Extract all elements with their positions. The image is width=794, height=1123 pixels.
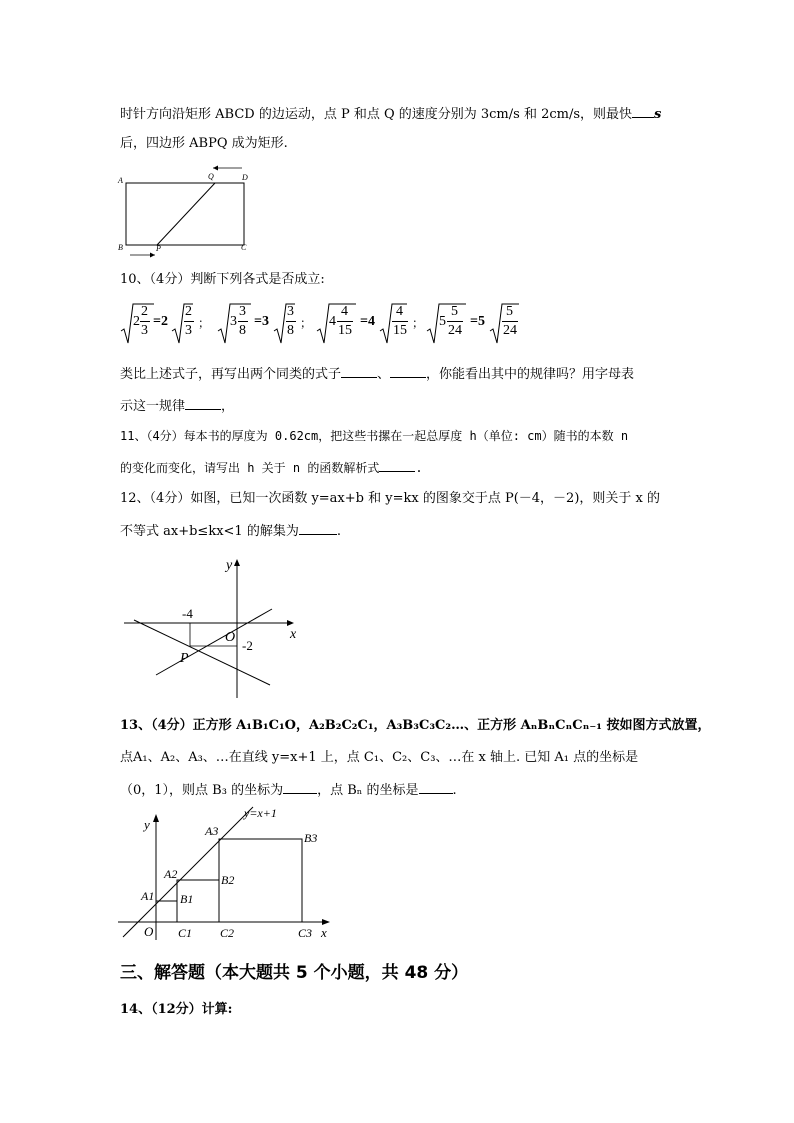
q11-answer-blank[interactable] (379, 457, 415, 472)
section-3-heading: 三、解答题（本大题共 5 个小题，共 48 分） (120, 963, 469, 983)
line-equation-label: y=x+1 (244, 806, 277, 820)
q9-text: 时针方向沿矩形 ABCD 的边运动，点 P 和点 Q 的速度分别为 3cm/s 和 2cm/s，则最快 (120, 107, 633, 122)
f4-num: 5 (451, 304, 458, 319)
f3-rnum: 4 (396, 304, 403, 319)
q10-blank-2[interactable] (390, 363, 426, 378)
point-B3-label: B3 (304, 831, 318, 845)
axis-y-label: y (144, 817, 150, 832)
q9-line-1 (120, 103, 661, 125)
q13-line-3: （0，1），则点 B₃ 的坐标为 ，点 Bₙ 的坐标是 . (120, 779, 457, 801)
q11-line-1: 11、（4分）每本书的厚度为 0.62cm，把这些书摞在一起总厚度 h（单位: cm）随书的本数 n (120, 429, 629, 443)
q9-answer-blank[interactable] (632, 103, 654, 118)
f3-rden: 15 (393, 323, 407, 338)
f3-den: 15 (338, 323, 352, 338)
q14-header: 14、（12分）计算: (120, 1002, 233, 1017)
q13-line-1: 13、（4分）正方形 A₁B₁C₁O，A₂B₂C₂C₁，A₃B₃C₃C₂…、正方形 AₙBₙCₙCₙ₋₁ 按如图方式放置， (120, 718, 711, 733)
f1-rden: 3 (185, 323, 192, 338)
point-A2-label: A2 (164, 867, 178, 881)
f2-whole: 3 (230, 314, 237, 329)
point-B1-label: B1 (180, 892, 194, 906)
f4-rden: 24 (503, 323, 517, 338)
label-P: P (156, 244, 161, 253)
point-B2-label: B2 (221, 873, 235, 887)
point-A1-label: A1 (141, 889, 155, 903)
q9-line-2: 后，四边形 ABPQ 成为矩形. (120, 136, 288, 151)
f2-sep: ； (300, 316, 313, 330)
q12-answer-blank[interactable] (299, 520, 337, 535)
axis-x-label: x (321, 925, 327, 940)
q10-line-2: 示这一规律 ， (120, 395, 234, 417)
tick-neg2: -2 (242, 638, 253, 653)
q11-line-2: 的变化而变化，请写出 h 关于 n 的函数解析式 . (120, 457, 423, 478)
axis-y-label: y (226, 558, 233, 573)
f4-coef: =5 (470, 314, 485, 329)
q12-line-2: 不等式 ax+b≤kx<1 的解集为 . (120, 520, 341, 542)
q12-graph-figure (120, 555, 305, 700)
point-C1-label: C1 (178, 926, 193, 940)
label-D: D (242, 173, 248, 182)
f4-den: 24 (448, 323, 462, 338)
f1-num: 2 (141, 304, 148, 319)
point-A3-label: A3 (205, 824, 219, 838)
f1-sep: ； (198, 316, 211, 330)
f1-coef: =2 (153, 314, 168, 329)
q9-unit: s (654, 107, 662, 122)
q13-blank-1[interactable] (283, 779, 317, 794)
point-C2-label: C2 (220, 926, 235, 940)
q13-blank-2[interactable] (419, 779, 453, 794)
f4-whole: 5 (439, 314, 446, 329)
q9-rectangle-figure (118, 163, 258, 258)
q13-squares-figure (118, 800, 343, 948)
f2-rden: 8 (287, 323, 294, 338)
label-A: A (118, 176, 123, 185)
point-P-label: P (180, 651, 189, 666)
f1-den: 3 (141, 323, 148, 338)
point-C3-label: C3 (298, 926, 313, 940)
q12-line-1: 12、（4分）如图，已知一次函数 y=ax+b 和 y=kx 的图象交于点 P(－4，－2)，则关于 x 的 (120, 491, 660, 506)
label-C: C (241, 243, 247, 252)
f2-num: 3 (239, 304, 246, 319)
f2-den: 8 (239, 323, 246, 338)
q13-line-2: 点A₁、A₂、A₃、…在直线 y=x+1 上，点 C₁、C₂、C₃、…在 x 轴上. 已知 A₁ 点的坐标是 (120, 750, 639, 765)
f3-whole: 4 (329, 314, 336, 329)
q10-blank-1[interactable] (341, 363, 377, 378)
f2-coef: =3 (254, 314, 269, 329)
f3-num: 4 (341, 304, 348, 319)
tick-neg4: -4 (182, 606, 193, 621)
axis-x-label: x (290, 627, 297, 642)
f2-rnum: 3 (287, 304, 294, 319)
f1-whole: 2 (133, 314, 140, 329)
q10-blank-3[interactable] (185, 395, 221, 410)
f3-sep: ； (412, 316, 425, 330)
origin-label: O (144, 924, 154, 939)
f4-rnum: 5 (506, 304, 513, 319)
origin-label: O (225, 630, 236, 645)
label-B: B (118, 243, 123, 252)
q10-formula-row (120, 300, 540, 350)
q10-header: 10、（4分）判断下列各式是否成立: (120, 272, 325, 287)
q10-line-1: 类比上述式子，再写出两个同类的式子 、 ，你能看出其中的规律吗？用字母表 (120, 363, 634, 385)
label-Q: Q (208, 172, 214, 181)
f3-coef: =4 (360, 314, 375, 329)
f1-rnum: 2 (185, 304, 192, 319)
